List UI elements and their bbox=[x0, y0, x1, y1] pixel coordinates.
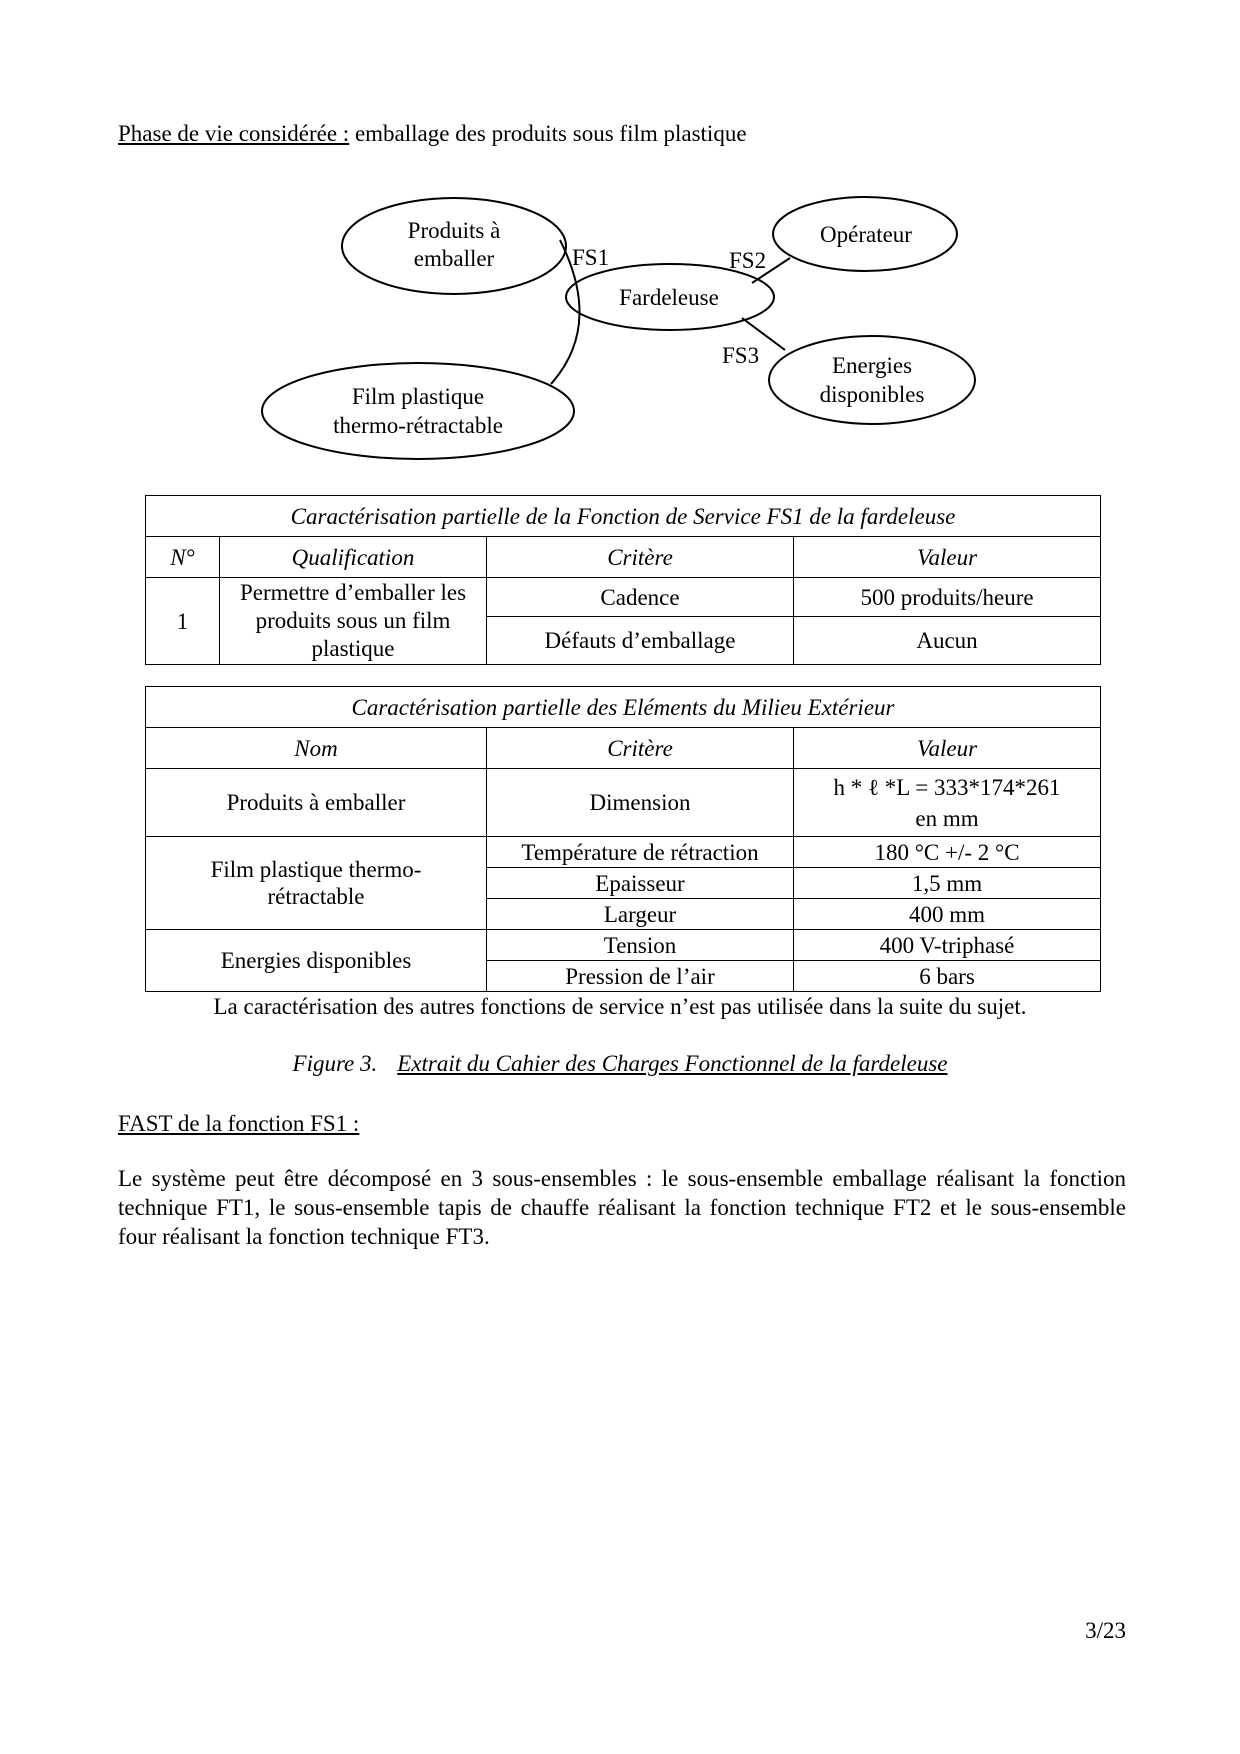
figure-caption-text: Extrait du Cahier des Charges Fonctionnel de la fardeleuse bbox=[397, 1051, 948, 1076]
table2-film-critere-epaisseur: Epaisseur bbox=[487, 868, 794, 899]
link-fs2-label: FS2 bbox=[729, 248, 767, 273]
table1-qualification-line3: plastique bbox=[311, 636, 395, 661]
table2-film-nom-line2: rétractable bbox=[267, 884, 365, 909]
table1-header-number: N° bbox=[146, 537, 220, 578]
table2-film-nom bbox=[146, 837, 487, 930]
table1-qualification-line1: Permettre d’emballer les bbox=[239, 580, 467, 605]
fast-heading: FAST de la fonction FS1 : bbox=[118, 1111, 360, 1136]
phase-label: Phase de vie considérée : bbox=[118, 121, 350, 146]
table1-header-qualification: Qualification bbox=[220, 537, 487, 578]
table1-header-valeur: Valeur bbox=[794, 537, 1101, 578]
interaction-diagram bbox=[0, 0, 1240, 470]
table1-title: Caractérisation partielle de la Fonction de Service FS1 de la fardeleuse bbox=[146, 496, 1101, 537]
table2-produits-critere: Dimension bbox=[487, 769, 794, 837]
node-energies bbox=[769, 336, 975, 424]
fs1-characterisation-table bbox=[145, 495, 1101, 665]
link-fs1-label: FS1 bbox=[572, 245, 610, 270]
node-produits-line2: emballer bbox=[413, 246, 495, 271]
table2-title: Caractérisation partielle des Eléments du Milieu Extérieur bbox=[146, 687, 1101, 728]
node-film bbox=[262, 363, 574, 459]
link-fs3-label: FS3 bbox=[722, 343, 760, 368]
node-film-line1: Film plastique bbox=[351, 384, 485, 409]
page-number: 3/23 bbox=[1085, 1618, 1126, 1643]
table1-valeur-cadence: 500 produits/heure bbox=[794, 578, 1101, 617]
table2-film-nom-line1: Film plastique thermo- bbox=[210, 857, 422, 882]
body-paragraph: Le système peut être décomposé en 3 sous-ensembles : le sous-ensemble emballage réalisant la fonction technique FT1, le sous-ensemble tapis de chauffe réalisant la fonction technique FT2 et le sous-ensemble four réalisant la fonction technique FT3. bbox=[118, 1166, 1126, 1249]
table1-valeur-defauts: Aucun bbox=[794, 617, 1101, 665]
table1-critere-defauts: Défauts d’emballage bbox=[487, 617, 794, 665]
figure-label: Figure 3. bbox=[292, 1051, 378, 1076]
table1-number: 1 bbox=[146, 578, 220, 665]
table2-produits-valeur-line1: h * ℓ *L = 333*174*261 bbox=[833, 774, 1061, 800]
table2-energies-critere-pression: Pression de l’air bbox=[487, 961, 794, 992]
table1-qualification-line2: produits sous un film bbox=[255, 608, 451, 633]
milieu-exterieur-table bbox=[145, 686, 1101, 992]
table2-film-critere-largeur: Largeur bbox=[487, 899, 794, 930]
table2-header-critere: Critère bbox=[487, 728, 794, 769]
table2-film-valeur-epaisseur: 1,5 mm bbox=[794, 868, 1101, 899]
node-energies-line2: disponibles bbox=[819, 382, 925, 407]
table2-film-valeur-temperature: 180 °C +/- 2 °C bbox=[794, 837, 1101, 868]
table2-energies-valeur-tension: 400 V-triphasé bbox=[794, 930, 1101, 961]
node-produits-line1: Produits à bbox=[407, 218, 501, 243]
table2-produits-valeur-line2: en mm bbox=[915, 805, 979, 831]
table-note: La caractérisation des autres fonctions de service n’est pas utilisée dans la suite du sujet. bbox=[213, 994, 1027, 1019]
table2-film-valeur-largeur: 400 mm bbox=[794, 899, 1101, 930]
node-energies-line1: Energies bbox=[831, 353, 913, 378]
table2-energies-critere-tension: Tension bbox=[487, 930, 794, 961]
table2-header-nom: Nom bbox=[146, 728, 487, 769]
table2-header-valeur: Valeur bbox=[794, 728, 1101, 769]
table1-critere-cadence: Cadence bbox=[487, 578, 794, 617]
table2-film-critere-temperature: Température de rétraction bbox=[487, 837, 794, 868]
node-fardeleuse-label: Fardeleuse bbox=[619, 285, 719, 310]
phase-text: emballage des produits sous film plastique bbox=[349, 121, 747, 146]
figure-caption bbox=[0, 1050, 1240, 1078]
table1-header-critere: Critère bbox=[487, 537, 794, 578]
node-film-line2: thermo-rétractable bbox=[333, 413, 503, 438]
table2-produits-valeur bbox=[794, 769, 1101, 837]
table2-energies-valeur-pression: 6 bars bbox=[794, 961, 1101, 992]
table2-energies-nom: Energies disponibles bbox=[146, 930, 487, 992]
node-operateur-label: Opérateur bbox=[820, 222, 912, 247]
table1-qualification bbox=[220, 578, 487, 665]
table2-produits-nom: Produits à emballer bbox=[146, 769, 487, 837]
